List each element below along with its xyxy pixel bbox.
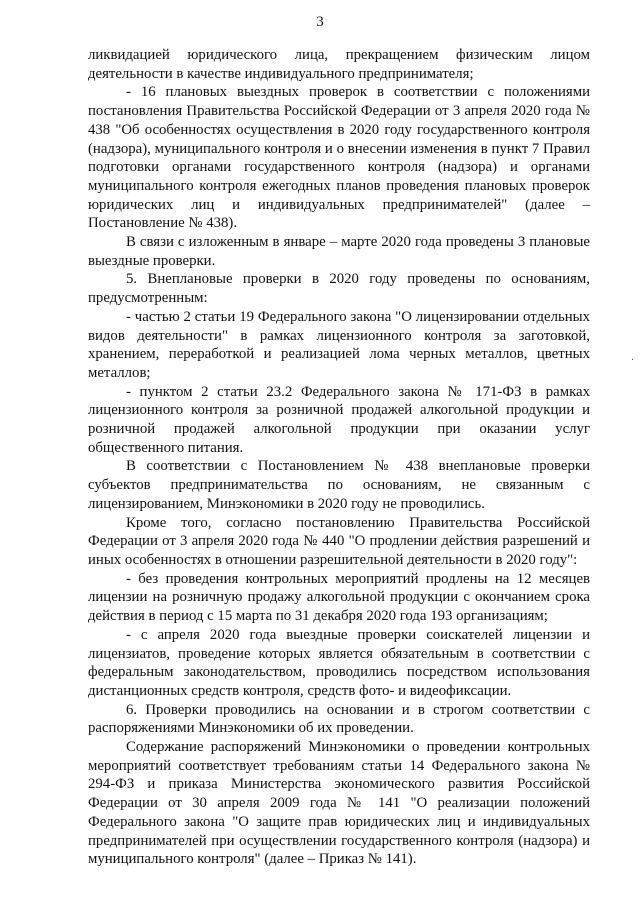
paragraph-resolution-440: Кроме того, согласно постановлению Правительства Российской Федерации от 3 апреля 2020 года № 440 "О продлении действия разрешений и иных особенностях в отношении разрешительной деятельности в 2020 году":	[88, 514, 590, 568]
paragraph-resolution-438: В соответствии с Постановлением № 438 внеплановые проверки субъектов предпринимательства по основаниям, не связанным с лицензированием, Минэкономики в 2020 году не проводились.	[88, 458, 590, 512]
scan-mark: ·	[630, 355, 634, 366]
paragraph-license-extension: - без проведения контрольных мероприятий продлены на 12 месяцев лицензии на розничную продажу алкогольной продукции с окончанием срока действия в период с 15 марта по 31 декабря 2020 года 193 организациям;	[88, 570, 590, 625]
page-number: 3	[316, 14, 324, 30]
paragraph-continuation: ликвидацией юридического лица, прекращением физическим лицом деятельности в качестве индивидуального предпринимателя;	[88, 47, 590, 82]
paragraph-jan-mar-inspections: В связи с изложенным в январе – марте 2020 года проведены 3 плановые выездные проверки.	[88, 234, 590, 269]
paragraph-unplanned-inspections: 5. Внеплановые проверки в 2020 году проведены по основаниям, предусмотренным:	[88, 271, 590, 307]
paragraph-orders-content: Содержание распоряжений Минэкономики о проведении контрольных мероприятий соответствует требованиям статьи 14 Федерального закона № 294-ФЗ и приказа Министерства экономического развития Российской Федерации от 30 апреля 2009 года № 141 "О реализации положений Федерального закона "О защите прав юридических лиц и индивидуальных предпринимателей при осуществлении государственного контроля (надзора) и муниципального контроля" (далее – Приказ № 141).	[88, 739, 590, 868]
document-body	[88, 46, 590, 869]
paragraph-planned-inspections: - 16 плановых выездных проверок в соответствии с положениями постановления Правительства Российской Федерации от 3 апреля 2020 года № 438 "Об особенностях осуществления в 2020 году государственного контроля (надзора), муниципального контроля и о внесении изменения в пункт 7 Правил подготовки органами государственного контроля (надзора) и органами муниципального контроля ежегодных планов проведения плановых проверок юридических лиц и индивидуальных предпринимателей" (далее – Постановление № 438).	[88, 84, 590, 232]
paragraph-inspection-basis: 6. Проверки проводились на основании и в строгом соответствии с распоряжениями Минэкономики об их проведении.	[88, 701, 590, 737]
paragraph-alcohol-law: - пунктом 2 статьи 23.2 Федерального закона № 171-ФЗ в рамках лицензионного контроля за розничной продажей алкогольной продукции и розничной продажей алкогольной продукции при оказании услуг общественного питания.	[88, 383, 590, 456]
paragraph-licensing-law: - частью 2 статьи 19 Федерального закона "О лицензировании отдельных видов деятельности" в рамках лицензионного контроля за заготовкой, хранением, переработкой и реализацией лома черных металлов, цветных металлов;	[88, 308, 590, 381]
paragraph-remote-inspections: - с апреля 2020 года выездные проверки соискателей лицензии и лицензиатов, проведение которых является обязательным в соответствии с федеральным законодательством, проводились посредством использования дистанционных средств контроля, средств фото- и видеофиксации.	[88, 626, 590, 699]
